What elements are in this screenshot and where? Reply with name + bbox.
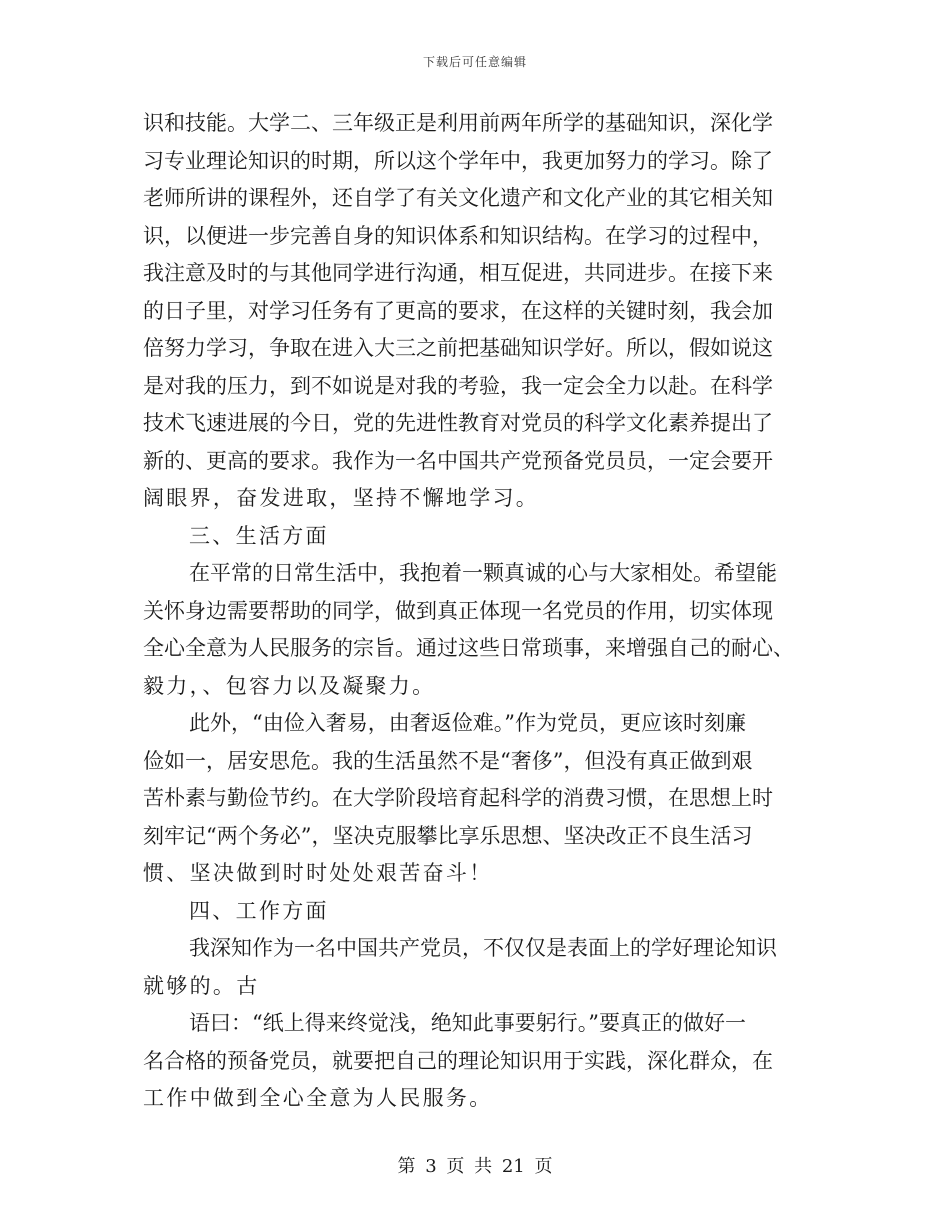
text-line: 技术飞速进展的今日，党的先进性教育对党员的科学文化素养提出了: [143, 411, 773, 435]
text-line: 老师所讲的课程外，还自学了有关文化遗产和文化产业的其它相关知: [143, 186, 773, 210]
text-line: 阔眼界，奋发进取，坚持不懈地学习。: [143, 486, 540, 510]
text-line: 四、工作方面: [189, 898, 329, 923]
text-line: 名合格的预备党员，就要把自己的理论知识用于实践，深化群众，在: [143, 1048, 773, 1073]
text-line: 工作中做到全心全意为人民服务。: [143, 1086, 493, 1110]
text-line: 习专业理论知识的时期，所以这个学年中，我更加努力的学习。除了: [143, 148, 773, 173]
text-line: 惯、坚决做到时时处处艰苦奋斗！: [143, 861, 493, 885]
text-line: 关怀身边需要帮助的同学，做到真正体现一名党员的作用，切实体现: [143, 598, 773, 623]
text-line: 此外，“由俭入奢易，由奢返俭难。”作为党员，更应该时刻廉: [189, 711, 746, 735]
page-footer: 第 3 页 共 21 页: [397, 1156, 553, 1177]
text-line: 语曰：“纸上得来终觉浅，绝知此事要躬行。”要真正的做好一: [189, 1011, 746, 1035]
text-line: 就够的。古: [143, 973, 260, 998]
text-line: 三、生活方面: [189, 523, 329, 548]
text-line: 识和技能。大学二、三年级正是利用前两年所学的基础知识，深化学: [143, 111, 773, 135]
text-line: 是对我的压力，到不如说是对我的考验，我一定会全力以赴。在科学: [143, 373, 773, 398]
text-line: 我深知作为一名中国共产党员，不仅仅是表面上的学好理论知识: [189, 936, 777, 960]
document-body: [143, 105, 813, 1118]
text-line: 识，以便进一步完善自身的知识体系和知识结构。在学习的过程中，: [143, 223, 773, 248]
text-line: 毅力，、包容力以及凝聚力。: [143, 673, 436, 698]
text-line: 刻牢记“两个务必”，坚决克服攀比享乐思想、坚决改正不良生活习: [143, 823, 753, 848]
text-line: 全心全意为人民服务的宗旨。通过这些日常琐事，来增强自己的耐心、: [143, 636, 794, 660]
text-line: 苦朴素与勤俭节约。在大学阶段培育起科学的消费习惯，在思想上时: [143, 786, 773, 810]
text-line: 的日子里，对学习任务有了更高的要求，在这样的关键时刻，我会加: [143, 298, 773, 323]
text-line: 俭如一，居安思危。我的生活虽然不是“奢侈”，但没有真正做到艰: [143, 748, 753, 773]
text-line: 新的、更高的要求。我作为一名中国共产党预备党员员，一定会要开: [143, 448, 773, 473]
page-header: 下载后可任意编辑: [422, 55, 527, 69]
text-line: 倍努力学习，争取在进入大三之前把基础知识学好。所以，假如说这: [143, 336, 773, 360]
text-line: 在平常的日常生活中，我抱着一颗真诚的心与大家相处。希望能: [189, 561, 777, 585]
text-line: 我注意及时的与其他同学进行沟通，相互促进，共同进步。在接下来: [143, 261, 773, 285]
